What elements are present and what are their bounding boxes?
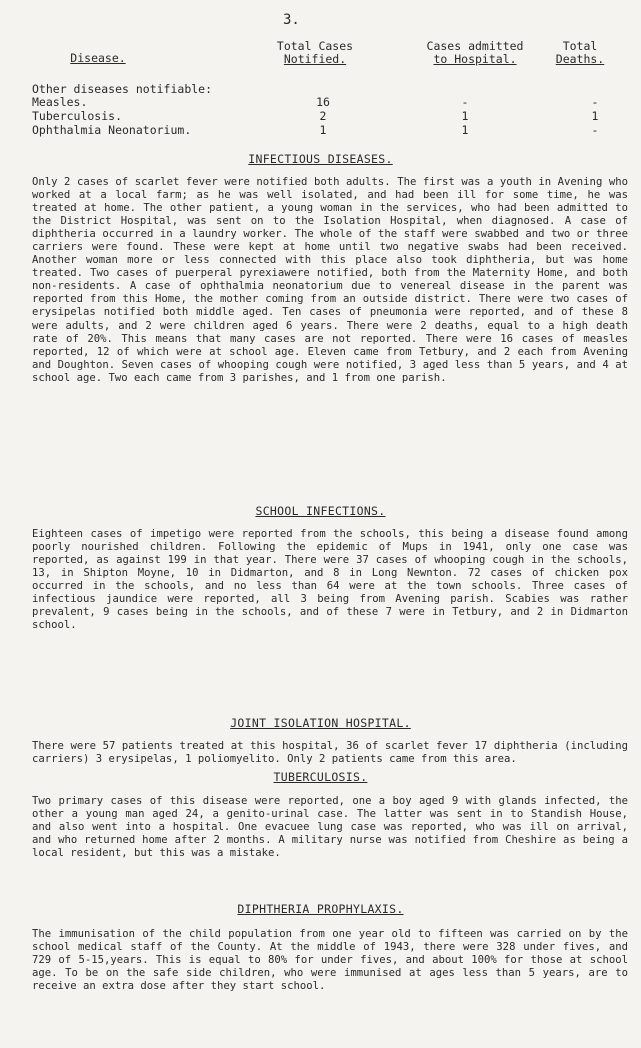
section-heading-school-infections: SCHOOL INFECTIONS.: [255, 504, 386, 518]
section-heading-tuberculosis: TUBERCULOSIS.: [273, 770, 368, 784]
row-admitted: 1: [461, 123, 469, 137]
row-admitted: -: [461, 95, 469, 109]
row-disease: Tuberculosis.: [32, 109, 123, 123]
table-row: [32, 95, 612, 108]
table-row: [32, 109, 612, 122]
row-notified: 16: [316, 95, 330, 109]
row-disease: Ophthalmia Neonatorium.: [32, 123, 192, 137]
section-heading-diphtheria-prophylaxis: DIPHTHERIA PROPHYLAXIS.: [237, 902, 404, 916]
row-admitted: 1: [461, 109, 469, 123]
row-deaths: -: [591, 123, 599, 137]
table-row: [32, 123, 612, 136]
section-text-diphtheria-prophylaxis: The immunisation of the child population from one year old to fifteen was carried on by the school medical staff of the County. At the middle of 1943, there were 328 under fives, and 729 of 5-15,years. This is equal to 80% for under fives, and about 100% for those at school age. To be on the safe side children, who were immunised at ages less than 5 years, are to receive an extra dose after they start school.: [32, 928, 628, 993]
header-admitted-line1: Cases admitted: [426, 39, 524, 53]
header-admitted: [400, 40, 550, 66]
section-text-joint-isolation-hospital: There were 57 patients treated at this hospital, 36 of scarlet fever 17 diphtheria (including carriers) 3 erysipelas, 1 poliomyelito. Only 2 patients came from this area.: [32, 740, 628, 766]
row-notified: 1: [319, 123, 327, 137]
section-text-tuberculosis: Two primary cases of this disease were reported, one a boy aged 9 with glands infected, the other a young man aged 24, a genito-urinal case. The latter was sent in to Standish House, and also went into a hospital. One evacuee lung case was reported, who was ill on arrival, and who returned home after 2 months. A military nurse was notified from Cheshire as being a local resident, but this was a mistake.: [32, 795, 628, 860]
header-deaths: [548, 40, 612, 66]
section-heading-infectious-diseases: INFECTIOUS DISEASES.: [248, 152, 393, 166]
header-disease: [58, 52, 138, 65]
row-deaths: 1: [591, 109, 599, 123]
section-heading-joint-isolation-hospital: JOINT ISOLATION HOSPITAL.: [230, 716, 411, 730]
header-notified-line2: Notified.: [283, 52, 347, 66]
section-label: Other diseases notifiable:: [32, 82, 213, 96]
header-notified: [245, 40, 385, 66]
section-text-school-infections: Eighteen cases of impetigo were reported from the schools, this being a disease found among poorly nourished children. Following the epidemic of Mups in 1941, only one case was reported, as against 199 in that year. There were 37 cases of whooping cough in the schools, 13, in Shipton Moyne, 10 in Didmarton, and 8 in Long Newnton. 72 cases of chicken pox occurred in the schools, and no less than 64 were at the town schools. Three cases of infectious jaundice were reported, all 3 being from Avening parish. Scabies was rather prevalent, 9 cases being in the schools, and of these 7 were in Tetbury, and 2 in Didmarton school.: [32, 528, 628, 632]
row-disease: Measles.: [32, 95, 88, 109]
row-notified: 2: [319, 109, 327, 123]
header-notified-line1: Total Cases: [276, 39, 354, 53]
page-number: 3.: [283, 12, 300, 28]
header-deaths-line2: Deaths.: [555, 52, 605, 66]
row-deaths: -: [591, 95, 599, 109]
header-admitted-line2: to Hospital.: [433, 52, 517, 66]
header-deaths-line1: Total: [562, 39, 598, 53]
section-text-infectious-diseases: Only 2 cases of scarlet fever were notified both adults. The first was a youth in Avening who worked at a local farm; as he was well isolated, and had been ill for some time, he was treated at home. The other patient, a young woman in the services, who had been admitted to the District Hospital, was sent on to the Isolation Hospital, when diagnosed. A case of diphtheria occurred in a laundry worker. The whole of the staff were swabbed and two or three carriers were found. These were kept at home until two negative swabs had been received. Another woman more or less connected with this place also took diphtheria, but was home treated. Two cases of puerperal pyrexiawere notified, both from the Maternity Home, and both non-residents. A case of ophthalmia neonatorium due to venereal disease in the parent was reported from this Home, the mother coming from an outside district. There were two cases of erysipelas notified both middle aged. Ten cases of pneumonia were reported, and of these 8 were adults, and 2 were children aged 6 years. There were 2 deaths, equal to a high death rate of 20%. This means that many cases are not reported. There were 16 cases of measles reported, 12 of which were at school age. Eleven came from Tetbury, and 2 each from Avening and Doughton. Seven cases of whooping cough were notified, 3 aged less than 5 years, and 4 at school age. Two each came from 3 parishes, and 1 from one parish.: [32, 176, 628, 384]
table-section-label: [32, 82, 612, 95]
header-disease-label: Disease.: [70, 51, 126, 65]
